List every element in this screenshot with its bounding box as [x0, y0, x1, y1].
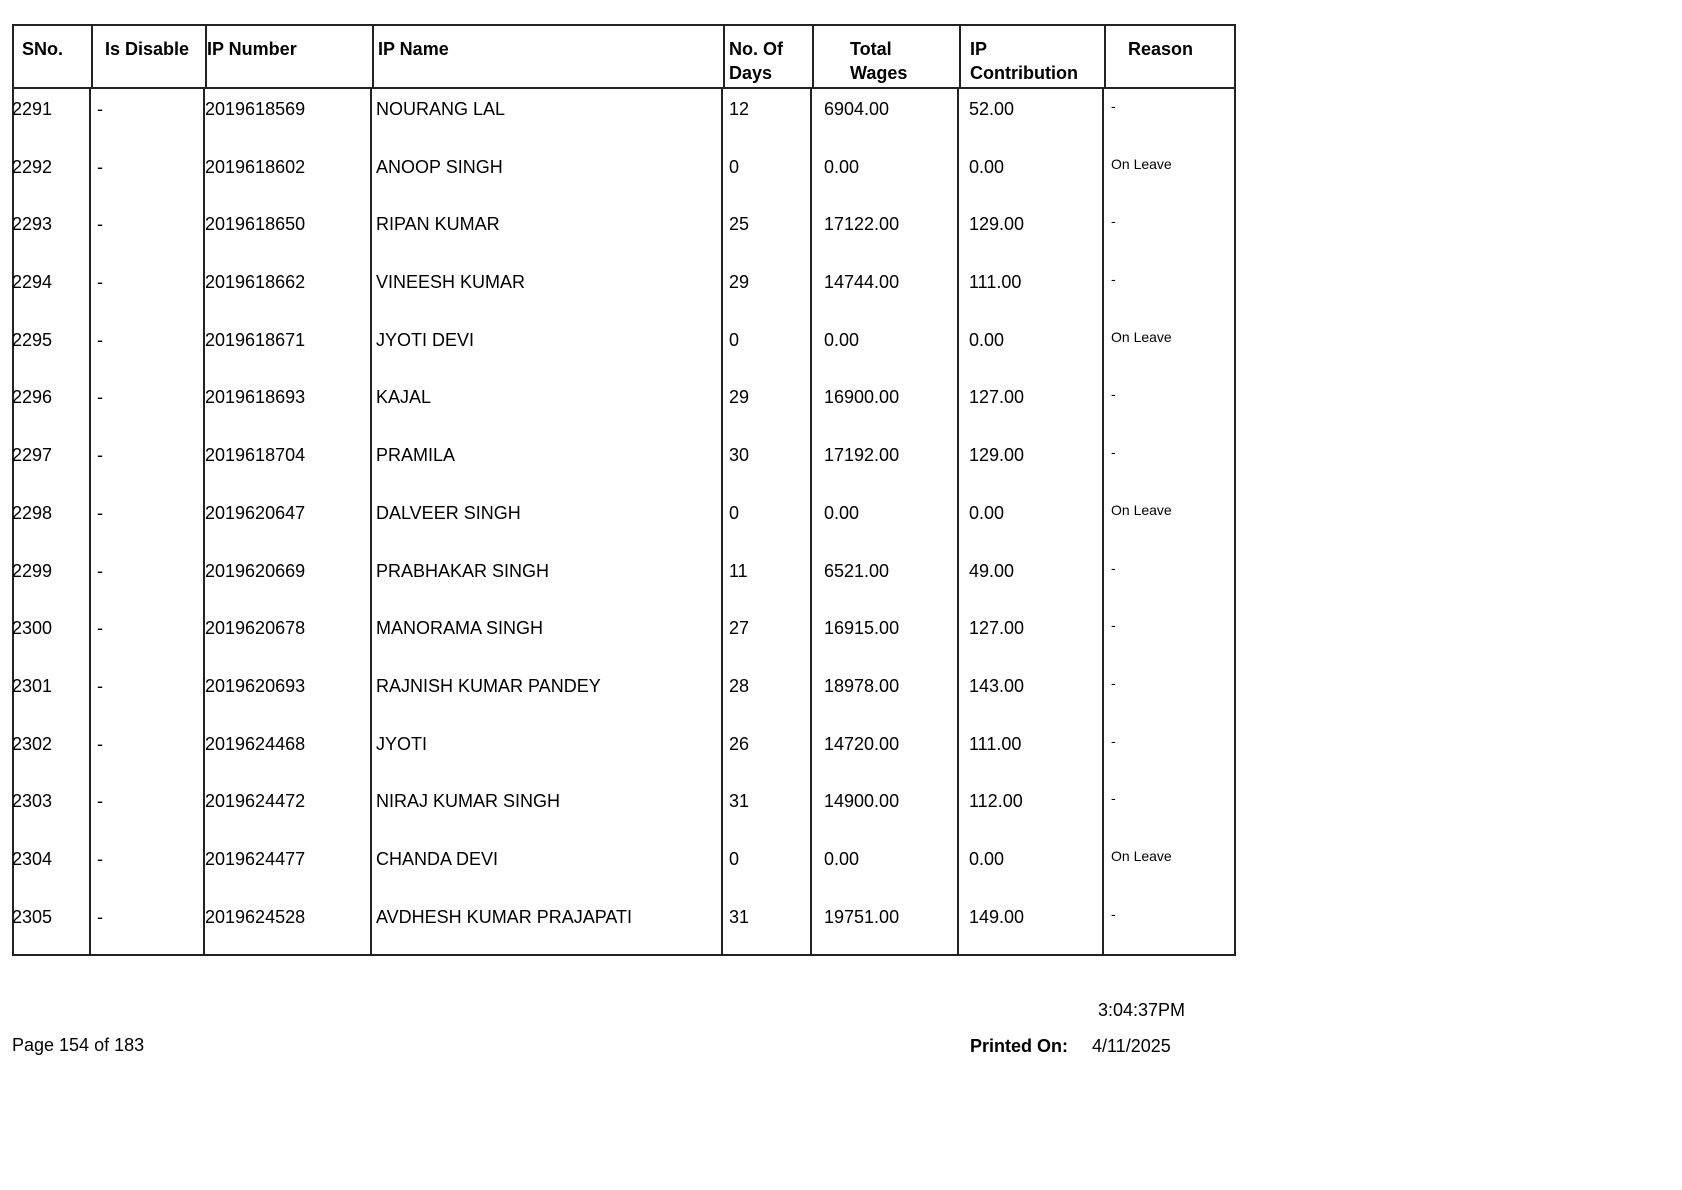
- cell-contribution: 112.00: [957, 781, 1102, 839]
- cell-reason: -: [1102, 608, 1234, 666]
- cell-contribution: 0.00: [957, 493, 1102, 551]
- cell-ip-number: 2019618662: [203, 262, 370, 320]
- cell-ip-name: DALVEER SINGH: [370, 493, 721, 551]
- cell-reason: -: [1102, 666, 1234, 724]
- header-sno: SNo.: [22, 39, 64, 59]
- cell-sno: 2305: [12, 906, 53, 927]
- cell-is-disable: -: [89, 493, 203, 551]
- cell-is-disable: -: [89, 666, 203, 724]
- cell-contribution: 127.00: [957, 377, 1102, 435]
- cell-is-disable: -: [89, 320, 203, 378]
- cell-reason: -: [1102, 262, 1234, 320]
- cell-ip-number: 2019624472: [203, 781, 370, 839]
- cell-contribution: 127.00: [957, 608, 1102, 666]
- cell-ip-name: MANORAMA SINGH: [370, 608, 721, 666]
- cell-ip-name: KAJAL: [370, 377, 721, 435]
- cell-sno: 2300: [12, 618, 53, 639]
- header-reason: [1104, 26, 1234, 87]
- cell-contribution: 0.00: [957, 839, 1102, 897]
- cell-ip-number: 2019618671: [203, 320, 370, 378]
- cell-is-disable: -: [89, 204, 203, 262]
- table-row: [14, 204, 1234, 262]
- header-wages-line1: Total: [850, 39, 892, 59]
- cell-sno: 2292: [12, 156, 53, 177]
- cell-sno: 2299: [12, 560, 53, 581]
- cell-days: 0: [721, 493, 810, 551]
- printed-on-label: Printed On:: [970, 1036, 1068, 1056]
- cell-reason: On Leave: [1102, 320, 1234, 378]
- header-is-disable: [91, 26, 205, 87]
- cell-ip-number: 2019620693: [203, 666, 370, 724]
- cell-wages: 17122.00: [810, 204, 957, 262]
- cell-ip-number: 2019618693: [203, 377, 370, 435]
- header-wages-line2: Wages: [850, 63, 908, 83]
- cell-ip-name: CHANDA DEVI: [370, 839, 721, 897]
- cell-days: 0: [721, 320, 810, 378]
- cell-contribution: 129.00: [957, 435, 1102, 493]
- cell-ip-name: ANOOP SINGH: [370, 147, 721, 205]
- cell-wages: 0.00: [810, 320, 957, 378]
- cell-days: 11: [721, 551, 810, 609]
- header-wages: [812, 26, 959, 87]
- header-is-disable-text: Is Disable: [105, 39, 190, 59]
- table-row: [14, 551, 1234, 609]
- cell-days: 12: [721, 89, 810, 147]
- cell-wages: 0.00: [810, 147, 957, 205]
- table-row: [14, 608, 1234, 666]
- cell-reason: -: [1102, 435, 1234, 493]
- cell-sno: 2302: [12, 733, 53, 754]
- cell-ip-name: AVDHESH KUMAR PRAJAPATI: [370, 897, 721, 955]
- cell-wages: 16915.00: [810, 608, 957, 666]
- cell-ip-number: 2019620678: [203, 608, 370, 666]
- table-row: [14, 262, 1234, 320]
- cell-wages: 19751.00: [810, 897, 957, 955]
- cell-is-disable: -: [89, 262, 203, 320]
- cell-ip-number: 2019624477: [203, 839, 370, 897]
- cell-sno: 2297: [12, 445, 53, 466]
- cell-is-disable: -: [89, 781, 203, 839]
- cell-ip-name: VINEESH KUMAR: [370, 262, 721, 320]
- cell-ip-name: PRAMILA: [370, 435, 721, 493]
- cell-wages: 18978.00: [810, 666, 957, 724]
- cell-sno: 2301: [12, 675, 53, 696]
- cell-days: 31: [721, 897, 810, 955]
- cell-sno: 2293: [12, 214, 53, 235]
- cell-contribution: 111.00: [957, 724, 1102, 782]
- table-row: [14, 377, 1234, 435]
- cell-ip-number: 2019624528: [203, 897, 370, 955]
- header-contribution: [959, 26, 1104, 87]
- cell-days: 29: [721, 377, 810, 435]
- cell-contribution: 149.00: [957, 897, 1102, 955]
- cell-is-disable: -: [89, 435, 203, 493]
- cell-ip-name: NOURANG LAL: [370, 89, 721, 147]
- header-contribution-line2: Contribution: [970, 63, 1078, 83]
- header-days: [723, 26, 812, 87]
- cell-wages: 16900.00: [810, 377, 957, 435]
- cell-is-disable: -: [89, 608, 203, 666]
- cell-ip-name: PRABHAKAR SINGH: [370, 551, 721, 609]
- cell-ip-name: JYOTI: [370, 724, 721, 782]
- cell-ip-number: 2019618569: [203, 89, 370, 147]
- cell-contribution: 0.00: [957, 320, 1102, 378]
- cell-reason: -: [1102, 377, 1234, 435]
- cell-ip-name: RAJNISH KUMAR PANDEY: [370, 666, 721, 724]
- cell-ip-name: NIRAJ KUMAR SINGH: [370, 781, 721, 839]
- cell-sno: 2291: [12, 99, 53, 119]
- cell-days: 26: [721, 724, 810, 782]
- contribution-table: [12, 24, 1236, 956]
- cell-reason: -: [1102, 724, 1234, 782]
- cell-wages: 14900.00: [810, 781, 957, 839]
- cell-ip-number: 2019620669: [203, 551, 370, 609]
- cell-ip-number: 2019618650: [203, 204, 370, 262]
- table-row: [14, 435, 1234, 493]
- cell-contribution: 143.00: [957, 666, 1102, 724]
- cell-is-disable: -: [89, 89, 203, 147]
- cell-wages: 0.00: [810, 839, 957, 897]
- cell-sno: 2295: [12, 329, 53, 350]
- cell-sno: 2304: [12, 848, 53, 869]
- cell-reason: -: [1102, 897, 1234, 955]
- print-date: 4/11/2025: [1092, 1036, 1171, 1056]
- table-row: [14, 897, 1234, 955]
- header-contribution-line1: IP: [970, 39, 988, 59]
- cell-ip-name: RIPAN KUMAR: [370, 204, 721, 262]
- cell-days: 29: [721, 262, 810, 320]
- cell-contribution: 111.00: [957, 262, 1102, 320]
- cell-wages: 17192.00: [810, 435, 957, 493]
- cell-reason: -: [1102, 781, 1234, 839]
- cell-wages: 6521.00: [810, 551, 957, 609]
- table-row: [14, 781, 1234, 839]
- header-ip-name: IP Name: [372, 26, 723, 87]
- cell-days: 0: [721, 839, 810, 897]
- cell-wages: 0.00: [810, 493, 957, 551]
- table-row: [14, 89, 1234, 147]
- cell-reason: On Leave: [1102, 493, 1234, 551]
- cell-reason: On Leave: [1102, 839, 1234, 897]
- cell-contribution: 49.00: [957, 551, 1102, 609]
- cell-reason: On Leave: [1102, 147, 1234, 205]
- table-row: [14, 320, 1234, 378]
- table-body: [14, 89, 1234, 954]
- cell-sno: 2294: [12, 272, 53, 293]
- cell-days: 30: [721, 435, 810, 493]
- cell-wages: 6904.00: [810, 89, 957, 147]
- table-row: [14, 147, 1234, 205]
- cell-is-disable: -: [89, 839, 203, 897]
- cell-reason: -: [1102, 89, 1234, 147]
- table-row: [14, 666, 1234, 724]
- cell-is-disable: -: [89, 147, 203, 205]
- table-row: [14, 724, 1234, 782]
- table-row: [14, 839, 1234, 897]
- table-header-row: [14, 26, 1234, 89]
- cell-sno: 2303: [12, 791, 53, 812]
- cell-is-disable: -: [89, 724, 203, 782]
- cell-days: 25: [721, 204, 810, 262]
- cell-is-disable: -: [89, 551, 203, 609]
- cell-wages: 14720.00: [810, 724, 957, 782]
- cell-days: 28: [721, 666, 810, 724]
- cell-ip-number: 2019624468: [203, 724, 370, 782]
- cell-wages: 14744.00: [810, 262, 957, 320]
- table-row: [14, 493, 1234, 551]
- header-days-line2: Days: [729, 63, 773, 83]
- print-time: 3:04:37PM: [1098, 1000, 1186, 1020]
- header-reason-text: Reason: [1128, 39, 1194, 59]
- cell-ip-name: JYOTI DEVI: [370, 320, 721, 378]
- cell-sno: 2296: [12, 387, 53, 408]
- cell-reason: -: [1102, 551, 1234, 609]
- cell-is-disable: -: [89, 377, 203, 435]
- cell-ip-number: 2019618704: [203, 435, 370, 493]
- cell-ip-number: 2019618602: [203, 147, 370, 205]
- cell-sno: 2298: [12, 502, 53, 523]
- cell-days: 27: [721, 608, 810, 666]
- cell-contribution: 0.00: [957, 147, 1102, 205]
- cell-is-disable: -: [89, 897, 203, 955]
- cell-days: 0: [721, 147, 810, 205]
- cell-contribution: 129.00: [957, 204, 1102, 262]
- header-days-line1: No. Of: [729, 39, 783, 59]
- page-number: Page 154 of 183: [12, 1035, 145, 1055]
- header-ip-number: IP Number: [205, 26, 372, 87]
- cell-contribution: 52.00: [957, 89, 1102, 147]
- cell-days: 31: [721, 781, 810, 839]
- cell-reason: -: [1102, 204, 1234, 262]
- cell-ip-number: 2019620647: [203, 493, 370, 551]
